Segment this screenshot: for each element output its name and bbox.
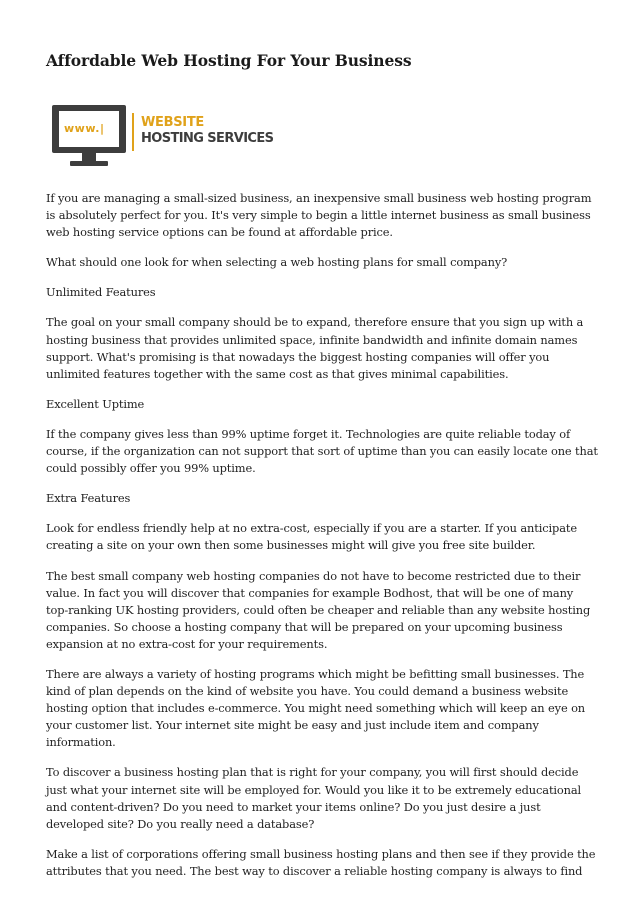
logo-brand-line2: HOSTING SERVICES <box>141 131 274 146</box>
paragraph-extra-features: Look for endless friendly help at no extra-cost, especially if you are a starter. If you anticipate creating a site on your own then some businesses might will give you free site builder. <box>46 521 577 553</box>
document-title: Affordable Web Hosting For Your Business <box>46 51 412 70</box>
paragraph-discover-plan: To discover a business hosting plan that is right for your company, you will first should decide just what your internet site will be employed for. Would you like it to be extremely educational and content-driven? Do you need to market your items online? Do you just desire a just developed site? Do you really need a database? <box>46 765 582 831</box>
monitor-icon <box>52 105 126 165</box>
section-heading-excellent-uptime: Excellent Uptime <box>46 396 145 411</box>
paragraph-make-list: Make a list of corporations offering small business hosting plans and then see if they provide the attributes that you need. The best way to discover a reliable hosting company is always to find <box>46 846 596 878</box>
monitor-screen <box>52 105 126 153</box>
section-heading-unlimited-features: Unlimited Features <box>46 285 156 300</box>
monitor-stand <box>82 153 96 161</box>
section-heading-extra-features: Extra Features <box>46 491 131 506</box>
logo-screen-text: www.| <box>64 122 105 135</box>
logo-divider <box>132 113 134 151</box>
paragraph-excellent-uptime: If the company gives less than 99% uptime forget it. Technologies are quite reliable today of course, if the organization can not support that sort of uptime than you can easily locate one that could possibly offer you 99% uptime. <box>46 426 598 476</box>
monitor-base <box>70 161 108 166</box>
paragraph-intro: If you are managing a small-sized business, an inexpensive small business web hosting program is absolutely perfect for you. It's very simple to begin a little internet business as small business web hosting service options can be found at affordable price. <box>46 191 592 240</box>
document-body <box>46 190 598 893</box>
paragraph-question: What should one look for when selecting a web hosting plans for small company? <box>46 255 508 270</box>
paragraph-best-hosting: The best small company web hosting companies do not have to become restricted due to their value. In fact you will discover that companies for example Bodhost, that will be one of many top-ranking UK hosting providers, could often be cheaper and reliable than any website hosting companies. So choose a hosting company that will be prepared on your upcoming business expansion at no extra-cost for your requirements. <box>46 568 591 651</box>
paragraph-unlimited-features: The goal on your small company should be to expand, therefore ensure that you sign up with a hosting business that provides unlimited space, infinite bandwidth and infinite domain names support. What's promising is that nowadays the biggest hosting companies will offer you unlimited features together with the same cost as that gives minimal capabilities. <box>46 315 584 381</box>
paragraph-hosting-programs: There are always a variety of hosting programs which might be befitting small businesses. The kind of plan depends on the kind of website you have. You could demand a business website hosting option that includes e-commerce. You might need something which will keep an eye on your customer list. Your internet site might be easy and just include item and company information. <box>46 666 586 750</box>
website-hosting-services-logo <box>52 105 274 171</box>
logo-brand-line1: WEBSITE <box>141 115 204 130</box>
